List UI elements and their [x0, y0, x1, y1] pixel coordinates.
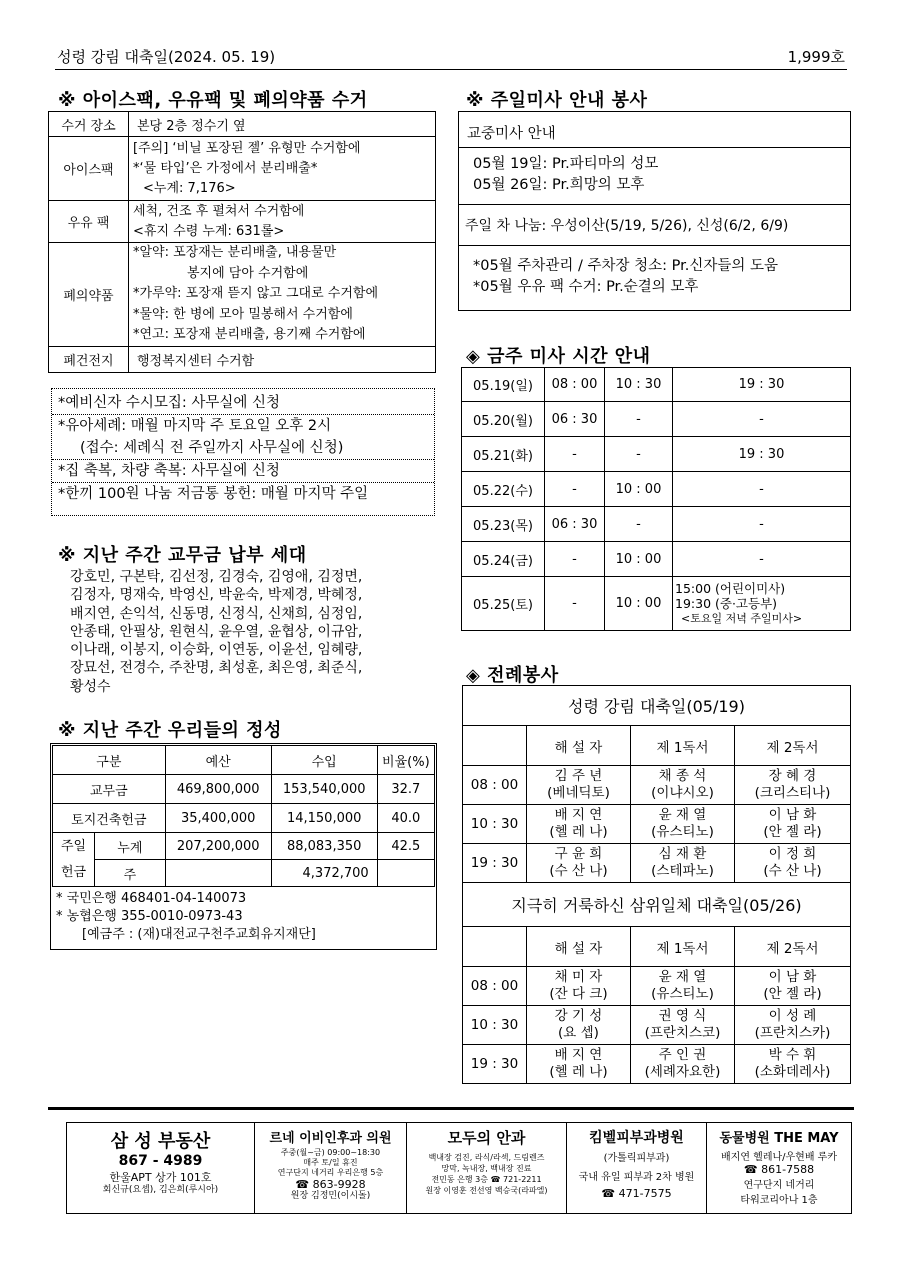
liturgy-col: 제 1독서 — [631, 726, 735, 766]
schedule-time: 06 : 30 — [545, 402, 605, 437]
collection-table — [48, 111, 436, 373]
minister-name: 채 종 석 — [658, 768, 707, 784]
schedule-date: 05.25(토) — [462, 577, 545, 631]
minister-name: 윤 재 열 — [658, 807, 707, 823]
minister-name: 심 재 환 — [658, 846, 707, 862]
minister-name: 강 기 성 — [554, 1008, 603, 1024]
offering-ratio: 40.0 — [377, 804, 434, 833]
minister-name: 윤 재 열 — [658, 969, 707, 985]
dues-title: ※ 지난 주간 교무금 납부 세대 — [58, 545, 307, 566]
sunday-week-income: 4,372,700 — [271, 860, 377, 887]
schedule-time: 10 : 00 — [605, 542, 673, 577]
minister-baptismal: (유스티노) — [651, 986, 714, 1002]
page-header — [55, 44, 847, 70]
sunday-label: 주일 — [60, 838, 87, 854]
schedule-time: 19 : 30 — [673, 368, 851, 402]
minister-baptismal: (유스티노) — [651, 824, 714, 840]
collection-label: 아이스팩 — [49, 137, 129, 201]
minister-name: 주 인 권 — [658, 1047, 707, 1063]
share-line: 주일 차 나눔: 우성이산(5/19, 5/26), 신성(6/2, 6/9) — [459, 204, 850, 246]
collection-line: *‘물 타입’은 가정에서 분리배출* — [133, 160, 318, 176]
offering-header: 예산 — [165, 746, 271, 775]
guide-title: ※ 주일미사 안내 봉사 — [466, 90, 648, 111]
minister-name: 배 지 연 — [554, 807, 603, 823]
minister-name: 박 수 휘 — [768, 1047, 817, 1063]
offering-header: 구분 — [53, 746, 166, 775]
collection-line: *알약: 포장재는 분리배출, 내용물만 — [133, 245, 337, 261]
schedule-time: - — [673, 542, 851, 577]
liturgy-col: 제 1독서 — [631, 927, 735, 967]
collection-line: <휴지 수령 누계: 631롤> — [133, 223, 285, 239]
collection-label: 수거 장소 — [49, 112, 129, 137]
notice-line: *유아세례: 매월 마지막 주 토요일 오후 2시 — [52, 414, 434, 437]
collection-value: 본당 2층 정수기 옆 — [129, 112, 436, 137]
sunday-label: 헌금 — [60, 864, 87, 880]
minister-name: 배 지 연 — [554, 1047, 603, 1063]
collection-line: 봉지에 담아 수거함에 — [187, 265, 309, 281]
schedule-time: 10 : 00 — [605, 472, 673, 507]
schedule-date: 05.19(일) — [462, 368, 545, 402]
bank-line: * 농협은행 355-0010-0973-43 — [56, 909, 243, 924]
minister-baptismal: (안 젤 라) — [763, 986, 822, 1002]
minister-baptismal: (소화데레사) — [754, 1064, 831, 1080]
dues-line: 장묘선, 전경수, 주찬명, 최성훈, 최은영, 최준식, — [70, 660, 363, 677]
liturgy-time: 08 : 00 — [463, 967, 527, 1006]
collection-line: <누계: 7,176> — [143, 180, 236, 196]
schedule-date: 05.21(화) — [462, 437, 545, 472]
minister-baptismal: (베네딕토) — [547, 785, 610, 801]
minister-baptismal: (잔 다 크) — [549, 986, 608, 1002]
schedule-time: 06 : 30 — [545, 507, 605, 542]
liturgy-col: 제 2독서 — [735, 726, 851, 766]
minister-name: 이 성 례 — [768, 1008, 817, 1024]
notice-line: *한끼 100원 나눔 저금통 봉헌: 매월 마지막 주일 — [52, 482, 434, 505]
saturday-mass: 15:00 (어린이미사) — [675, 581, 786, 596]
schedule-date: 05.20(월) — [462, 402, 545, 437]
schedule-date: 05.23(목) — [462, 507, 545, 542]
liturgy-title: ◈ 전례봉사 — [466, 665, 559, 686]
collection-title: ※ 아이스팩, 우유팩 및 폐의약품 수거 — [58, 90, 368, 111]
ad-line: 매주 토/일 휴진 — [303, 1158, 358, 1167]
ad-line: 전민동 은행 3층 ☎ 721-2211 — [431, 1175, 542, 1184]
schedule-time: - — [605, 507, 673, 542]
notice-box — [51, 388, 435, 516]
minister-name: 장 혜 경 — [768, 768, 817, 784]
schedule-title: ◈ 금주 미사 시간 안내 — [466, 346, 651, 367]
liturgy-time: 08 : 00 — [463, 766, 527, 805]
schedule-time: 10 : 00 — [605, 577, 673, 631]
ad-vet-clinic — [707, 1123, 851, 1213]
offering-ratio: 32.7 — [377, 775, 434, 804]
ad-ent-clinic — [255, 1123, 407, 1213]
collection-line: 세척, 건조 후 펼쳐서 수거함에 — [133, 203, 305, 219]
dues-line: 황성수 — [70, 678, 111, 695]
offering-budget: 469,800,000 — [165, 775, 271, 804]
minister-name: 권 영 식 — [658, 1008, 707, 1024]
collection-value: 행정복지센터 수거함 — [129, 347, 436, 373]
schedule-table — [461, 367, 851, 631]
mass-guide-label: 교중미사 안내 — [459, 112, 850, 148]
offering-label: 교무금 — [53, 775, 166, 804]
offering-header: 수입 — [271, 746, 377, 775]
schedule-date: 05.24(금) — [462, 542, 545, 577]
ad-line: (가톨릭피부과) — [603, 1153, 670, 1164]
minister-name: 구 윤 희 — [554, 846, 603, 862]
schedule-time: - — [673, 507, 851, 542]
offering-income: 153,540,000 — [271, 775, 377, 804]
ad-derm-clinic — [567, 1123, 707, 1213]
minister-name: 이 정 희 — [768, 846, 817, 862]
ad-line: 연구단지 네거리 우리은행 5층 — [277, 1168, 384, 1177]
guide-extra: *05월 주차관리 / 주차장 청소: Pr.신자들의 도움 — [473, 258, 778, 274]
minister-baptismal: (크리스티나) — [754, 785, 831, 801]
minister-name: 채 미 자 — [554, 969, 603, 985]
offering-budget: 35,400,000 — [165, 804, 271, 833]
collection-label: 폐의약품 — [49, 243, 129, 347]
liturgy-time: 19 : 30 — [463, 1045, 527, 1084]
minister-baptismal: (수 산 나) — [763, 863, 822, 879]
liturgy-col: 해 설 자 — [527, 927, 631, 967]
sunday-cum-ratio: 42.5 — [377, 833, 434, 860]
minister-baptismal: (스테파노) — [651, 863, 714, 879]
ad-line: 원장 이영훈 전선영 백승국(라파엘) — [425, 1186, 548, 1195]
sunday-cum-label: 누계 — [95, 833, 166, 860]
bank-holder: [예금주 : (재)대전교구천주교회유지재단] — [82, 927, 316, 942]
ad-real-estate — [67, 1123, 255, 1213]
schedule-time: 08 : 00 — [545, 368, 605, 402]
notice-line: *집 축복, 차량 축복: 사무실에 신청 — [52, 459, 434, 482]
sunday-cum-budget: 207,200,000 — [165, 833, 271, 860]
ad-name: 삼 성 부동산 — [110, 1131, 211, 1152]
dues-line: 강호민, 구본탁, 김선정, 김경숙, 김영애, 김정면, — [70, 569, 363, 585]
schedule-time: - — [545, 577, 605, 631]
guide-extra: *05월 우유 팩 수거: Pr.순결의 모후 — [473, 279, 699, 295]
offering-table — [52, 745, 435, 887]
minister-baptismal: (프란치스카) — [754, 1025, 831, 1041]
schedule-time: - — [545, 437, 605, 472]
minister-baptismal: (요 셉) — [558, 1025, 599, 1041]
minister-baptismal: (안 젤 라) — [763, 824, 822, 840]
schedule-time: - — [673, 402, 851, 437]
schedule-time: - — [545, 472, 605, 507]
dues-line: 김정자, 명재숙, 박영신, 박윤숙, 박제경, 박혜정, — [70, 587, 363, 604]
minister-baptismal: (수 산 나) — [549, 863, 608, 879]
ad-phone: 867 - 4989 — [118, 1153, 203, 1169]
ad-line: 국내 유일 피부과 2차 병원 — [578, 1172, 695, 1183]
ad-name: 모두의 안과 — [447, 1129, 526, 1147]
liturgy-time: 10 : 30 — [463, 805, 527, 844]
ad-line: 타워코리아나 1층 — [740, 1195, 818, 1206]
ad-line: 망막, 녹내장, 백내장 진료 — [441, 1164, 532, 1173]
dues-line: 배지연, 손익석, 신동명, 신정식, 신채희, 심정임, — [70, 605, 363, 622]
minister-baptismal: (세례자요한) — [644, 1064, 721, 1080]
ad-name: 킴벨피부과병원 — [589, 1130, 684, 1146]
schedule-time: - — [605, 402, 673, 437]
ad-strip — [66, 1122, 852, 1214]
dues-list — [70, 568, 362, 696]
schedule-time: 10 : 30 — [605, 368, 673, 402]
issue-number: 1,999호 — [787, 48, 845, 66]
schedule-time: - — [673, 472, 851, 507]
minister-baptismal: (헬 레 나) — [549, 1064, 608, 1080]
schedule-time: 19 : 30 — [673, 437, 851, 472]
bank-line: * 국민은행 468401-04-140073 — [56, 891, 247, 906]
notice-line: (접수: 세례식 전 주일까지 사무실에 신청) — [80, 440, 344, 456]
ad-phone: ☎ 863-9928 — [295, 1178, 366, 1191]
collection-label: 폐건전지 — [49, 347, 129, 373]
ad-line: 한울APT 상가 101호 — [109, 1171, 212, 1184]
schedule-date: 05.22(수) — [462, 472, 545, 507]
guide-box — [458, 111, 851, 311]
sunday-week-label: 주 — [95, 860, 166, 887]
liturgy-time: 10 : 30 — [463, 1006, 527, 1045]
ad-eye-clinic — [407, 1123, 567, 1213]
ad-phone: ☎ 471-7575 — [601, 1187, 672, 1200]
saturday-mass: 19:30 (중·고등부) — [675, 596, 778, 611]
liturgy-col: 해 설 자 — [527, 726, 631, 766]
footer-divider — [48, 1107, 854, 1110]
mass-guide-line: 05월 26일: Pr.희망의 모후 — [473, 177, 645, 193]
collection-line: *물약: 한 병에 모아 밀봉해서 수거함에 — [133, 306, 353, 322]
liturgy-time: 19 : 30 — [463, 844, 527, 883]
bank-info — [56, 890, 316, 944]
saturday-note: <토요일 저녁 주일미사> — [681, 612, 803, 625]
ad-line: 배지연 헬레나/우현배 루카 — [721, 1152, 837, 1163]
minister-name: 이 남 화 — [768, 807, 817, 823]
offering-title: ※ 지난 주간 우리들의 정성 — [58, 720, 282, 741]
collection-line: [주의] ‘비닐 포장된 젤’ 유형만 수거함에 — [133, 140, 361, 156]
ad-line: 주중(월~금) 09:00~18:30 — [280, 1148, 381, 1157]
ad-name: 동물병원 THE MAY — [719, 1131, 839, 1146]
minister-name: 이 남 화 — [768, 969, 817, 985]
collection-line: *가루약: 포장재 뜯지 않고 그대로 수거함에 — [133, 286, 379, 302]
minister-name: 김 주 년 — [554, 768, 603, 784]
liturgy-heading: 지극히 거룩하신 삼위일체 대축일(05/26) — [463, 883, 851, 927]
liturgy-col: 제 2독서 — [735, 927, 851, 967]
minister-baptismal: (이냐시오) — [651, 785, 714, 801]
ad-line: 백내장 검진, 라식/라섹, 드림렌즈 — [428, 1153, 545, 1162]
offering-header: 비율(%) — [377, 746, 434, 775]
offering-income: 14,150,000 — [271, 804, 377, 833]
liturgy-table — [462, 685, 851, 1084]
ad-line: 연구단지 네거리 — [743, 1180, 815, 1191]
liturgy-heading: 성령 강림 대축일(05/19) — [463, 686, 851, 726]
schedule-time: - — [605, 437, 673, 472]
dues-line: 이나래, 이봉지, 이승화, 이연동, 이윤선, 임혜량, — [70, 642, 363, 659]
issue-title: 성령 강림 대축일(2024. 05. 19) — [57, 48, 276, 66]
minister-baptismal: (헬 레 나) — [549, 824, 608, 840]
ad-name: 르네 이비인후과 의원 — [269, 1131, 392, 1146]
ad-phone: ☎ 861-7588 — [743, 1163, 815, 1176]
sunday-cum-income: 88,083,350 — [271, 833, 377, 860]
schedule-time: - — [545, 542, 605, 577]
ad-line: 회신규(요셉), 김은희(루시아) — [102, 1185, 219, 1195]
mass-guide-line: 05월 19일: Pr.파티마의 성모 — [473, 156, 659, 172]
collection-label: 우유 팩 — [49, 201, 129, 243]
ad-line: 원장 김정민(이시돌) — [290, 1191, 371, 1201]
collection-line: *연고: 포장재 분리배출, 용기째 수거함에 — [133, 327, 366, 343]
offering-label: 토지건축헌금 — [53, 804, 166, 833]
dues-line: 안종태, 안필상, 원현식, 윤우열, 윤협상, 이규암, — [70, 623, 363, 640]
minister-baptismal: (프란치스코) — [644, 1025, 721, 1041]
notice-line: *예비신자 수시모집: 사무실에 신청 — [58, 395, 281, 411]
